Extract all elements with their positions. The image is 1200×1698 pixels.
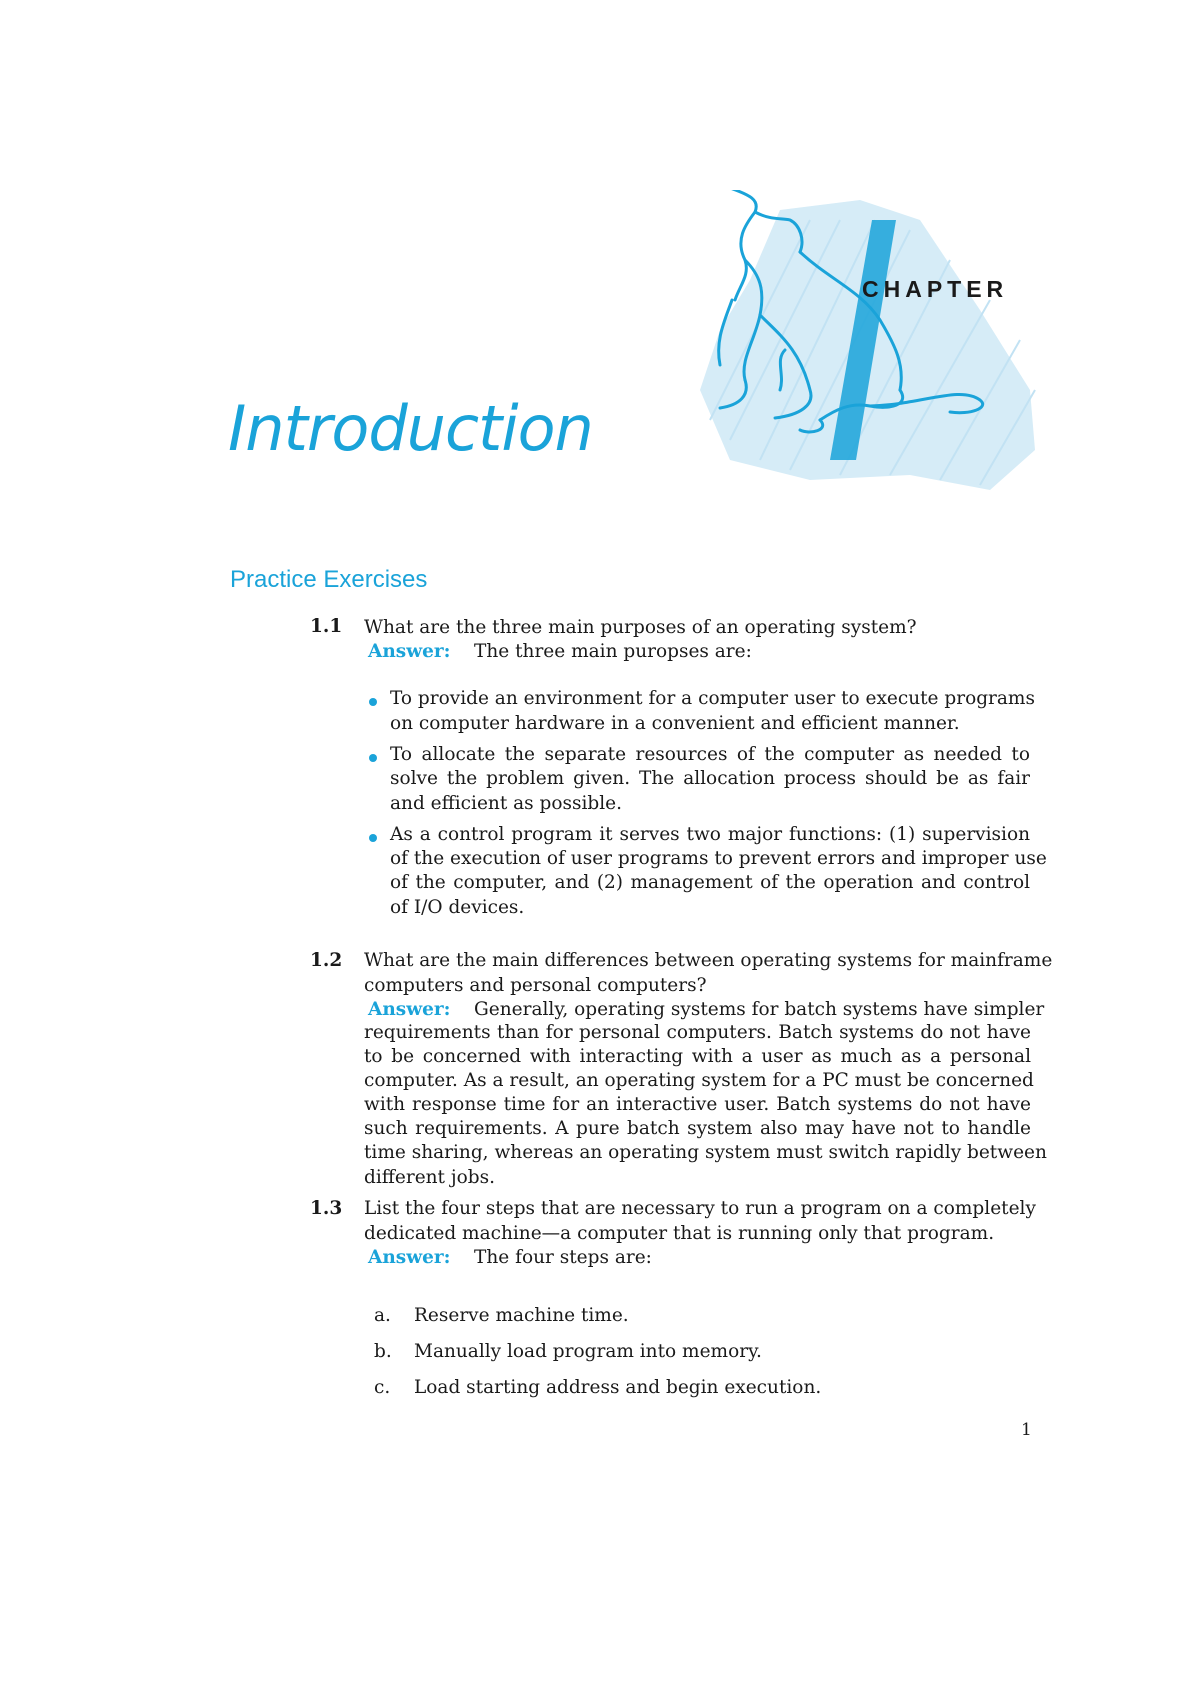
answer-text: requirements than for personal computers. Batch systems do not have (364, 1022, 1031, 1043)
answer-line (368, 998, 1045, 1022)
answer-text: to be concerned with interacting with a user as much as a personal (364, 1046, 1031, 1067)
step-text: Load starting address and begin execution. (414, 1377, 822, 1398)
step-text: Manually load program into memory. (414, 1341, 762, 1362)
bullet-line: To allocate the separate resources of the computer as needed to (390, 744, 1030, 765)
answer-text: Generally, operating systems for batch systems have simpler (474, 999, 1045, 1020)
exercise-question: computers and personal computers? (364, 975, 707, 996)
step-label: c. (374, 1377, 391, 1398)
bullet-line: of I/O devices. (390, 897, 525, 918)
bullet-line: on computer hardware in a convenient and efficient manner. (390, 713, 960, 734)
bullet-line: of the execution of user programs to prevent errors and improper use (390, 848, 1047, 869)
answer-label: Answer: (368, 1247, 451, 1268)
chapter-title: Introduction (228, 392, 593, 465)
answer-text: time sharing, whereas an operating system must switch rapidly between (364, 1142, 1047, 1163)
step-label: b. (374, 1341, 392, 1362)
exercise-number: 1.2 (310, 950, 343, 971)
bullet-icon (369, 834, 377, 842)
section-heading: Practice Exercises (230, 566, 428, 593)
answer-lead: The four steps are: (474, 1247, 652, 1268)
exercise-question: dedicated machine—a computer that is running only that program. (364, 1223, 995, 1244)
answer-text: different jobs. (364, 1167, 495, 1188)
answer-lead: The three main puropses are: (474, 641, 752, 662)
chapter-label: CHAPTER (862, 276, 1009, 302)
answer-label: Answer: (368, 999, 451, 1020)
bullet-line: As a control program it serves two major functions: (1) supervision (390, 824, 1030, 845)
bullet-line: and efficient as possible. (390, 793, 623, 814)
answer-text: with response time for an interactive user. Batch systems do not have (364, 1094, 1031, 1115)
answer-line (368, 1246, 652, 1270)
exercise-number: 1.3 (310, 1198, 343, 1219)
answer-text: such requirements. A pure batch system also may have not to handle (364, 1118, 1031, 1139)
exercise-number: 1.1 (310, 616, 343, 637)
bullet-line: solve the problem given. The allocation process should be as fair (390, 768, 1030, 789)
bullet-line: of the computer, and (2) management of the operation and control (390, 872, 1030, 893)
dinosaur-sketch-icon (690, 190, 1050, 510)
exercise-question: What are the main differences between operating systems for mainframe (364, 950, 1053, 971)
answer-label: Answer: (368, 641, 451, 662)
step-text: Reserve machine time. (414, 1305, 629, 1326)
bullet-icon (369, 754, 377, 762)
bullet-line: To provide an environment for a computer user to execute programs (390, 688, 1035, 709)
page-number: 1 (1021, 1420, 1032, 1440)
exercise-question: List the four steps that are necessary to run a program on a completely (364, 1198, 1036, 1219)
answer-text: computer. As a result, an operating system for a PC must be concerned (364, 1070, 1034, 1091)
answer-line (368, 640, 752, 664)
exercise-question: What are the three main purposes of an operating system? (364, 617, 917, 638)
step-label: a. (374, 1305, 391, 1326)
bullet-icon (369, 698, 377, 706)
